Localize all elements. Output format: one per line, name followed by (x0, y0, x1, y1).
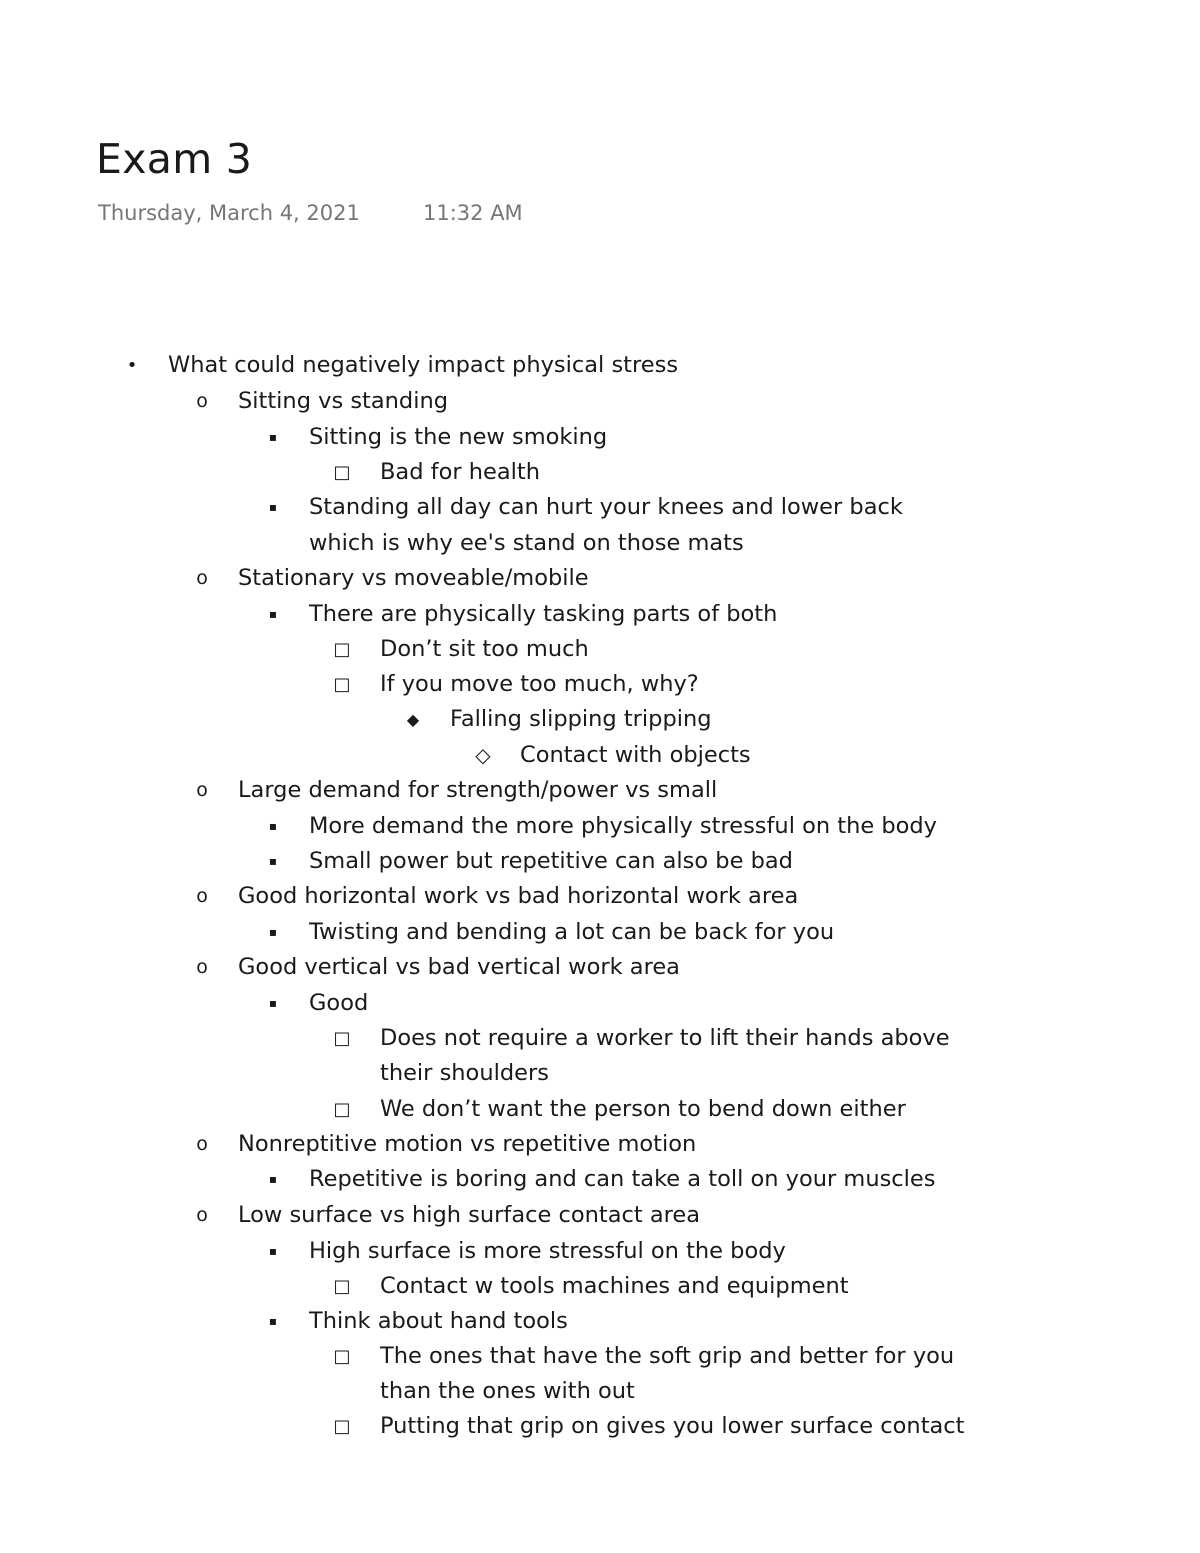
circle-bullet-icon: o (196, 390, 208, 412)
outline-item (333, 455, 540, 490)
outline-item (333, 1021, 950, 1056)
outline-item-text: which is why ee's stand on those mats (309, 530, 744, 556)
outline-item-text: than the ones with out (380, 1378, 635, 1404)
outline-item (196, 1127, 697, 1162)
outline-item-text: Think about hand tools (309, 1308, 568, 1334)
outline-item-text: Good horizontal work vs bad horizontal work area (238, 883, 799, 909)
square-bullet-icon: ▪ (268, 1172, 278, 1186)
outline-item (196, 561, 589, 596)
box-bullet-icon: □ (333, 1416, 351, 1437)
outline-item-text: their shoulders (380, 1060, 549, 1086)
square-bullet-icon: ▪ (268, 430, 278, 444)
outline-item-text: Nonreptitive motion vs repetitive motion (238, 1131, 697, 1157)
outline-item-text: Contact with objects (520, 742, 751, 768)
outline-item (196, 879, 799, 914)
outline-item (268, 844, 793, 879)
square-bullet-icon: ▪ (268, 925, 278, 939)
outline-item-text: Stationary vs moveable/mobile (238, 565, 589, 591)
outline-item-text: What could negatively impact physical stress (168, 352, 679, 378)
outline-item-text: Good vertical vs bad vertical work area (238, 954, 680, 980)
box-bullet-icon: □ (333, 639, 351, 660)
box-bullet-icon: □ (333, 1099, 351, 1120)
outline-item-text: Twisting and bending a lot can be back for you (309, 919, 835, 945)
circle-bullet-icon: o (196, 779, 208, 801)
outline-item (196, 384, 448, 419)
outline-item (196, 773, 718, 808)
outline-item-text: There are physically tasking parts of both (309, 601, 778, 627)
outline-item-text: Small power but repetitive can also be bad (309, 848, 793, 874)
box-bullet-icon: □ (333, 462, 351, 483)
outline-item (268, 420, 608, 455)
outline-item-text: If you move too much, why? (380, 671, 699, 697)
outline-item (268, 1304, 568, 1339)
outline-item-text: Putting that grip on gives you lower surface contact (380, 1413, 965, 1439)
outline-item-text: Contact w tools machines and equipment (380, 1273, 849, 1299)
outline-item-text: Low surface vs high surface contact area (238, 1202, 700, 1228)
outline-item (196, 1198, 700, 1233)
box-bullet-icon: □ (333, 674, 351, 695)
outline-item (333, 632, 589, 667)
page-date: Thursday, March 4, 2021 (98, 201, 360, 225)
outline-item-text: Don’t sit too much (380, 636, 589, 662)
outline-item (268, 986, 369, 1021)
outline-item-text: Large demand for strength/power vs small (238, 777, 718, 803)
outline-item (380, 1056, 549, 1091)
square-bullet-icon: ▪ (268, 854, 278, 868)
outline-item-text: Repetitive is boring and can take a toll on your muscles (309, 1166, 936, 1192)
outline-item (380, 1374, 635, 1409)
outline-item-text: High surface is more stressful on the body (309, 1238, 786, 1264)
outline-item-text: The ones that have the soft grip and better for you (380, 1343, 955, 1369)
circle-bullet-icon: o (196, 567, 208, 589)
disc-bullet-icon: • (126, 355, 138, 376)
outline-item (333, 1409, 965, 1444)
outline-item (406, 702, 712, 737)
circle-bullet-icon: o (196, 1133, 208, 1155)
outline-item (333, 1092, 906, 1127)
diamond-bullet-icon: ◆ (406, 710, 420, 729)
outline-item (268, 1162, 936, 1197)
outline-item-text: Does not require a worker to lift their hands above (380, 1025, 950, 1051)
outline-item (126, 348, 679, 383)
outline-item (268, 597, 778, 632)
outline-item-text: Bad for health (380, 459, 540, 485)
outline-item-text: We don’t want the person to bend down either (380, 1096, 906, 1122)
outline-item (268, 915, 835, 950)
outline-item (309, 526, 744, 561)
page-title: Exam 3 (96, 135, 253, 183)
square-bullet-icon: ▪ (268, 607, 278, 621)
outline-item (333, 1339, 955, 1374)
square-bullet-icon: ▪ (268, 1244, 278, 1258)
outline-item-text: Sitting vs standing (238, 388, 448, 414)
outline-item (333, 1269, 849, 1304)
outline-item (196, 950, 680, 985)
square-bullet-icon: ▪ (268, 500, 278, 514)
square-bullet-icon: ▪ (268, 819, 278, 833)
square-bullet-icon: ▪ (268, 996, 278, 1010)
outline-item-text: Good (309, 990, 369, 1016)
outline-item-text: Standing all day can hurt your knees and lower back (309, 494, 903, 520)
outline-item-text: Sitting is the new smoking (309, 424, 608, 450)
page-time: 11:32 AM (423, 201, 523, 225)
outline-item-text: Falling slipping tripping (450, 706, 712, 732)
circle-bullet-icon: o (196, 956, 208, 978)
outline-item (475, 738, 751, 773)
box-bullet-icon: □ (333, 1346, 351, 1367)
hollow-diamond-bullet-icon: ◇ (475, 743, 491, 767)
box-bullet-icon: □ (333, 1276, 351, 1297)
outline-item (268, 809, 938, 844)
outline-item-text: More demand the more physically stressful on the body (309, 813, 938, 839)
outline-item (333, 667, 699, 702)
box-bullet-icon: □ (333, 1028, 351, 1049)
outline-item (268, 1234, 786, 1269)
circle-bullet-icon: o (196, 885, 208, 907)
circle-bullet-icon: o (196, 1204, 208, 1226)
square-bullet-icon: ▪ (268, 1314, 278, 1328)
outline-item (268, 490, 903, 525)
